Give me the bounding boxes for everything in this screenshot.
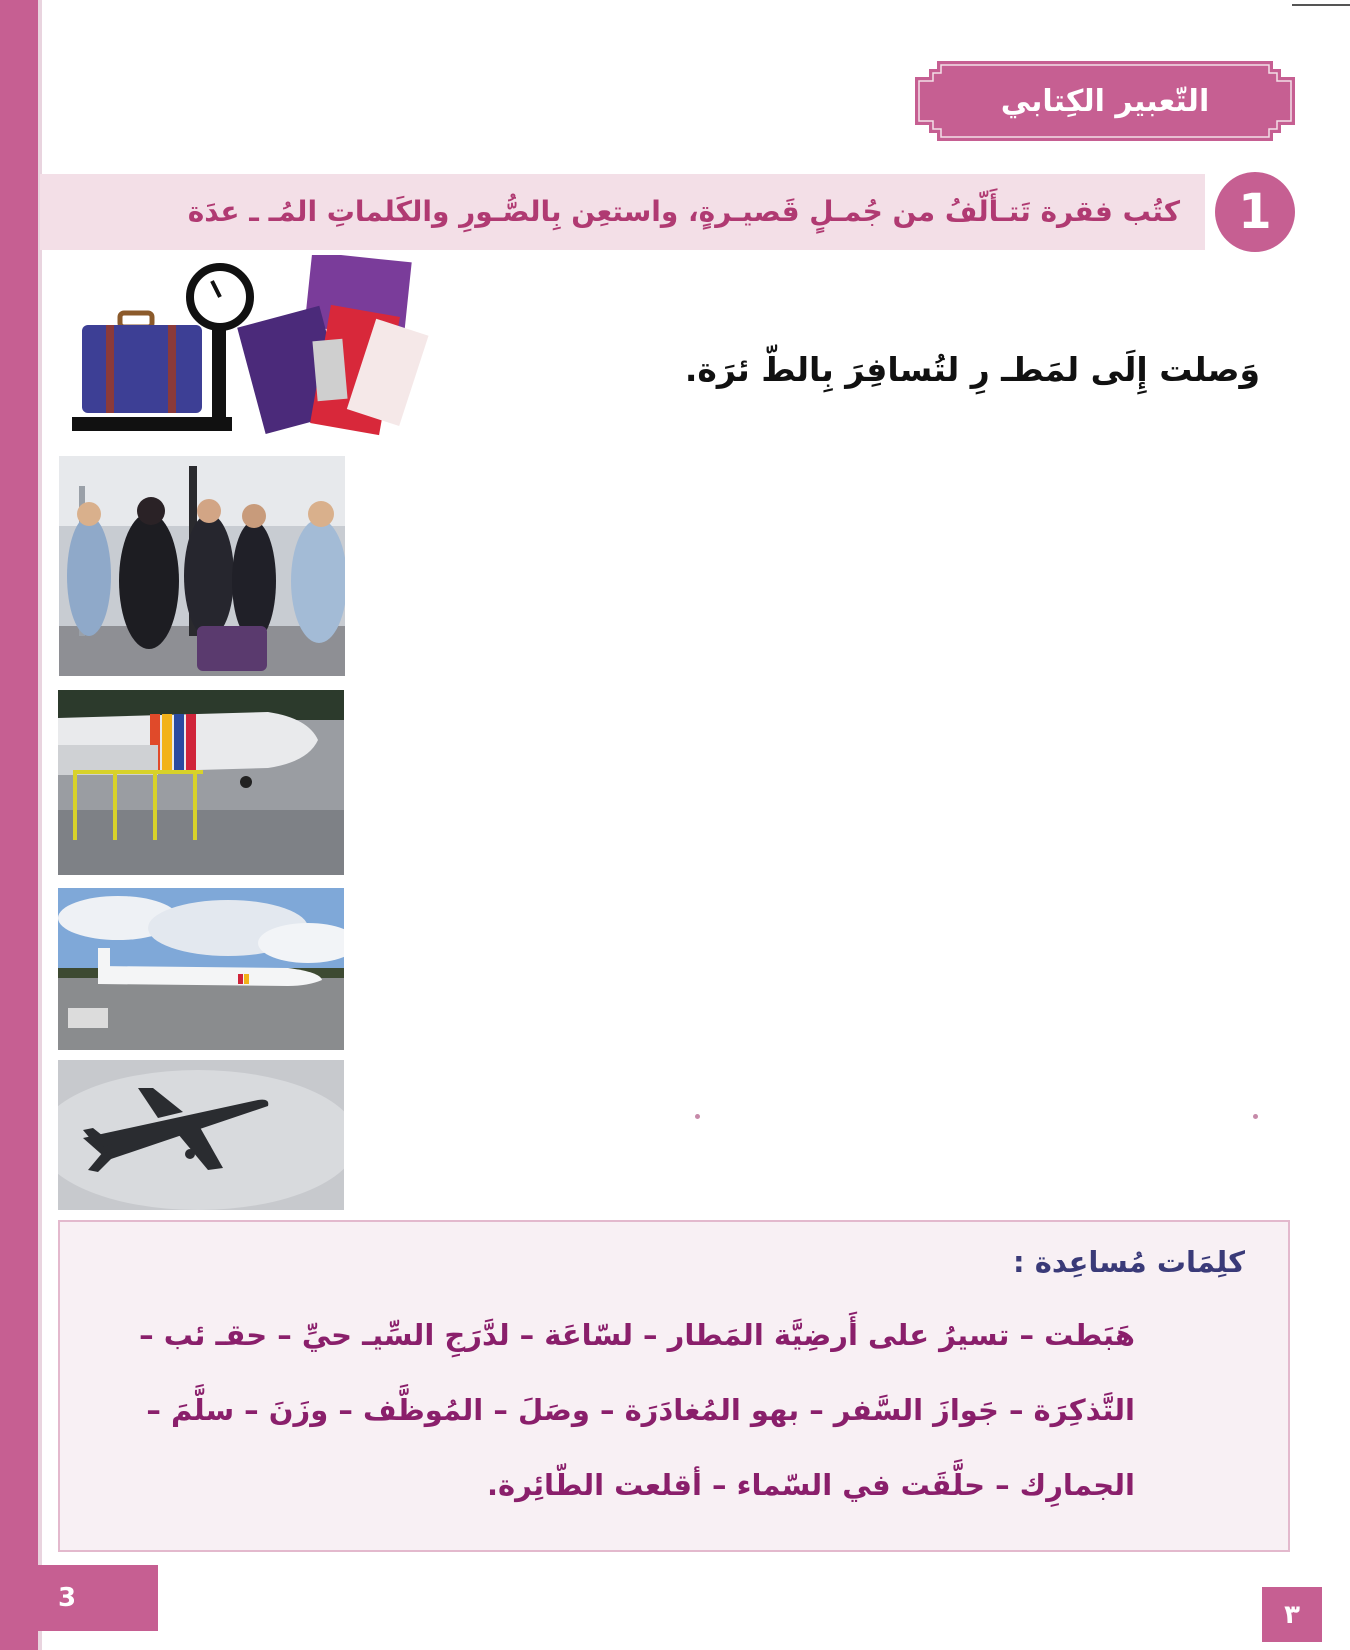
- helper-words-line: التَّذكِرَة – جَوازَ السَّفر – بهو المُغادَرَة – وصَلَ – المُوظَّف – وزَنَ – سلَّمَ –: [146, 1393, 1135, 1427]
- writing-line-end-dot: [1253, 1114, 1258, 1119]
- starter-sentence: وَصلت إِلَى لمَطـ رِ لتُسافِرَ بِالطّ ئرَة.: [684, 350, 1260, 389]
- left-margin-stripe: [0, 0, 38, 1650]
- section-title: التّعبير الكِتابي: [1000, 83, 1210, 119]
- exercise-number-badge: 1: [1215, 172, 1295, 252]
- instruction-text: كتُب فقرة تَتـأَلّفُ من جُمـلٍ قَصيـرةٍ، واستعِن بِالصُّـورِ والكَلماتِ المُـ ـ عدَة: [187, 195, 1180, 228]
- airplane-runway-image: [58, 888, 344, 1050]
- section-title-banner: [915, 61, 1295, 141]
- page-number-left: 3: [38, 1565, 158, 1631]
- luggage-scale-passport-image: [70, 255, 450, 455]
- page-number-right: ٣: [1262, 1587, 1322, 1642]
- airplane-in-flight-image: [58, 1060, 344, 1210]
- helper-words-line: الجمارِك – حلَّقَت في السّماء – أقلعت الطّائِرة.: [486, 1468, 1135, 1502]
- top-corner-rule: [1292, 4, 1350, 6]
- helper-words-line: هَبَطت – تسيرُ على أَرضِيَّة المَطار – لسّاعَة – لدَّرَجِ السِّيـ حيِّ – حقـ ئب –: [139, 1318, 1135, 1352]
- helper-words-heading: كلِمَات مُساعِدة :: [1013, 1245, 1245, 1279]
- airplane-tarmac-closeup-image: [58, 690, 344, 875]
- writing-line-start-dot: [695, 1114, 700, 1119]
- passengers-passport-control-image: [59, 456, 345, 676]
